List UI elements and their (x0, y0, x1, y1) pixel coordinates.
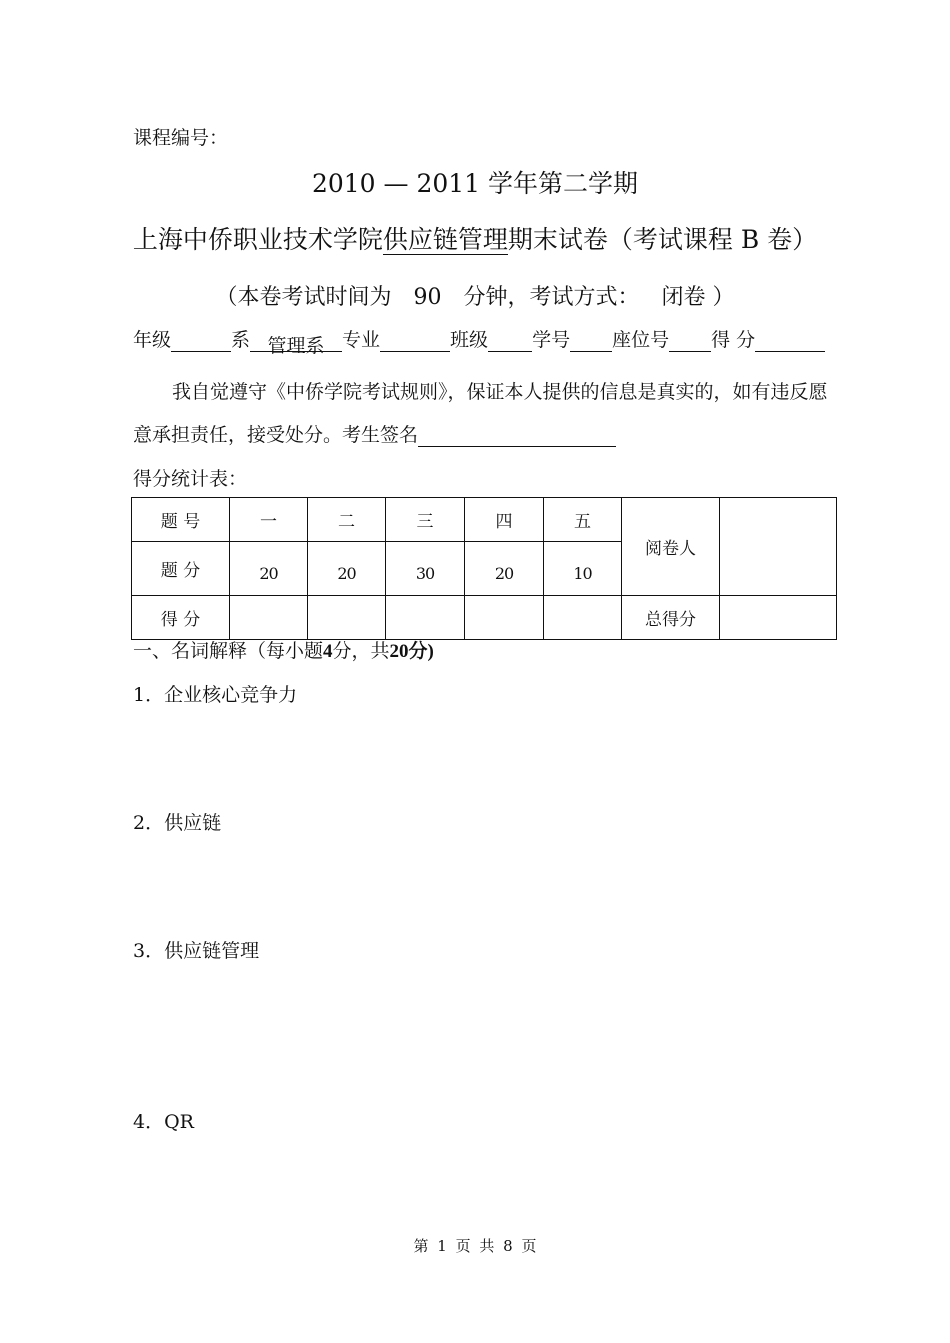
title-prefix: 上海中侨职业技术学院 (132, 225, 383, 254)
title-suffix: 期末试卷（考试课程 B 卷） (507, 225, 818, 254)
total-score-cell[interactable] (720, 596, 837, 640)
dept-blank[interactable] (250, 331, 342, 357)
question-1-header: 一 (230, 498, 308, 542)
question-2-header: 二 (308, 498, 386, 542)
pledge-line-2 (133, 420, 616, 447)
academic-term: 2010 — 2011 学年第二学期 (311, 169, 639, 198)
duration-minutes: 90 (413, 285, 442, 310)
course-number-label: 课程编号： (133, 127, 229, 149)
dept-value: 管理系 (267, 335, 325, 357)
section-1-suffix: 分) (408, 641, 434, 662)
section-1-middle: 分，共 (332, 640, 390, 662)
question-item: 4．QR (133, 1111, 194, 1133)
question-item: 3．供应链管理 (133, 940, 260, 962)
pledge-line-1: 我自觉遵守《中侨学院考试规则》，保证本人提供的信息是真实的，如有违反愿 (172, 381, 828, 403)
major-blank[interactable] (380, 331, 450, 352)
question-1-points: 20 (230, 542, 308, 596)
question-item: 1．企业核心竞争力 (133, 684, 298, 706)
section-1-heading (133, 636, 434, 663)
exam-mode: 闭卷 ） (661, 285, 735, 310)
student-no-label: 学号 (532, 329, 571, 351)
question-item: 2．供应链 (133, 812, 222, 834)
score-label: 得 分 (711, 329, 756, 351)
seat-label: 座位号 (612, 329, 670, 351)
question-4-score-cell[interactable] (465, 596, 544, 640)
seat-blank[interactable] (669, 331, 711, 352)
score-table-label: 得分统计表： (133, 468, 248, 490)
score-table (131, 497, 837, 640)
title-course-name: 供应链管理 (382, 225, 508, 254)
page-footer: 第 1 页 共 8 页 (413, 1237, 537, 1255)
class-label: 班级 (450, 329, 489, 351)
row-header-score: 得 分 (132, 596, 230, 640)
question-3-points: 30 (386, 542, 465, 596)
student-no-blank[interactable] (570, 331, 612, 352)
row-header-question: 题 号 (132, 498, 230, 542)
section-1-per-item-points: 4 (323, 641, 333, 662)
question-3-score-cell[interactable] (386, 596, 465, 640)
grade-label: 年级 (133, 329, 172, 351)
question-4-points: 20 (465, 542, 544, 596)
question-1-score-cell[interactable] (230, 596, 308, 640)
question-3-header: 三 (386, 498, 465, 542)
class-blank[interactable] (488, 331, 532, 352)
section-1-prefix: 一、名词解释（每小题 (133, 640, 324, 662)
duration-suffix: 分钟，考试方式： (463, 285, 640, 310)
exam-duration-line (0, 280, 950, 311)
row-header-points: 题 分 (132, 542, 230, 596)
reviewer-label: 阅卷人 (622, 498, 720, 596)
question-5-header: 五 (544, 498, 622, 542)
exam-title (0, 220, 950, 256)
reviewer-cell[interactable] (720, 498, 837, 596)
section-1-total-points: 20 (389, 641, 409, 662)
major-label: 专业 (342, 329, 381, 351)
question-5-score-cell[interactable] (544, 596, 622, 640)
total-score-label: 总得分 (622, 596, 720, 640)
question-5-points: 10 (544, 542, 622, 596)
grade-blank[interactable] (171, 331, 231, 352)
pledge-line-2-text: 意承担责任，接受处分。考生签名 (133, 424, 419, 446)
question-2-points: 20 (308, 542, 386, 596)
dept-label: 系 (231, 329, 251, 351)
question-2-score-cell[interactable] (308, 596, 386, 640)
student-info-row (133, 325, 825, 357)
signature-blank[interactable] (418, 426, 616, 447)
duration-prefix: （本卷考试时间为 (215, 285, 392, 310)
question-4-header: 四 (465, 498, 544, 542)
score-blank[interactable] (755, 331, 825, 352)
